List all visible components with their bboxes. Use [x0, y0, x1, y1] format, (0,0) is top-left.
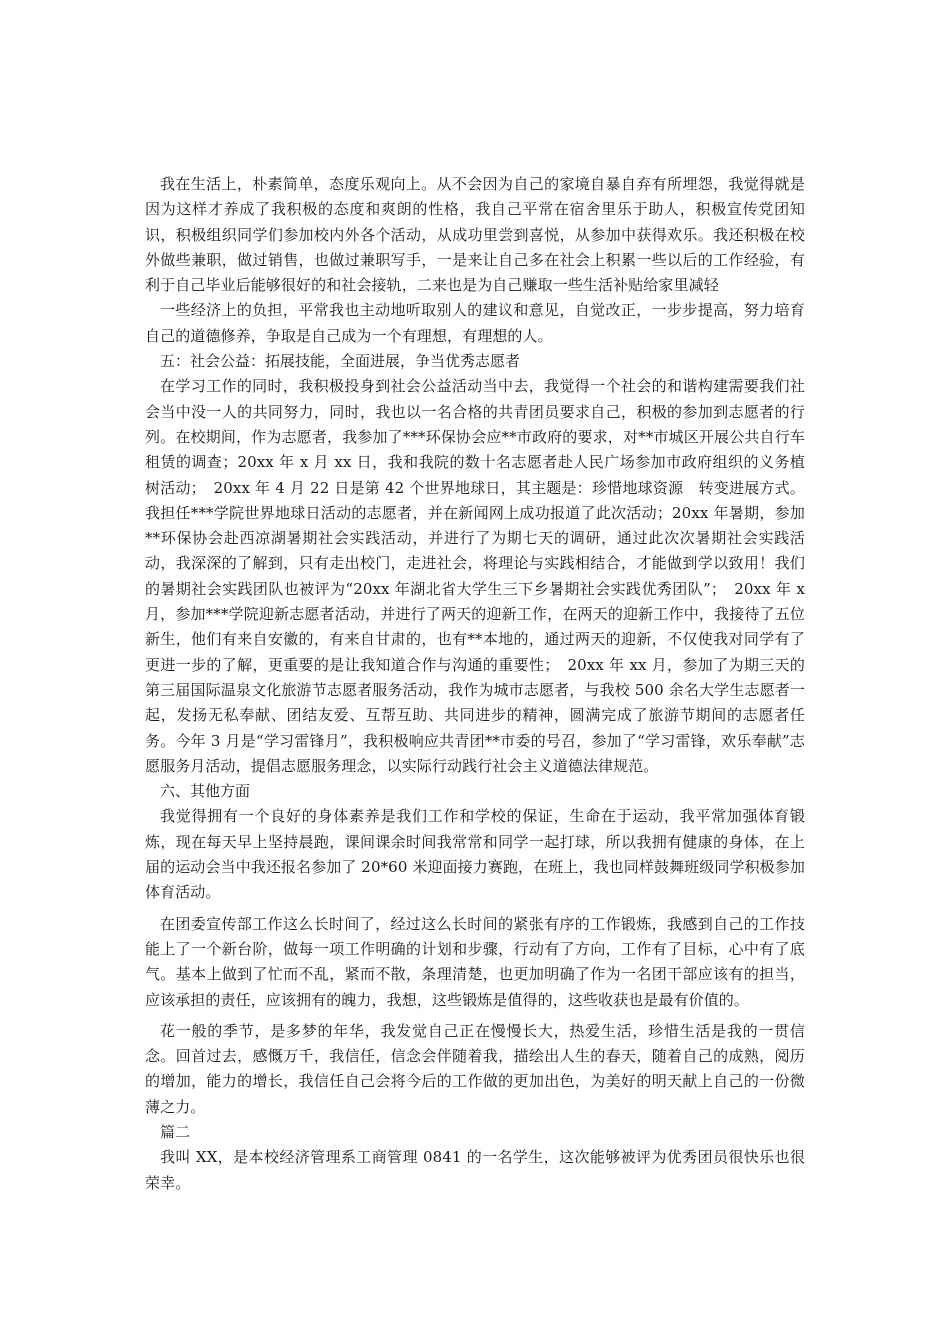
- paragraph-sports: 我觉得拥有一个良好的身体素养是我们工作和学校的保证，生命在于运动，我平常加强体育锻炼，现在每天早上坚持晨跑，课间课余时间我常常和同学一起打球，所以我拥有健康的身体，在上届的运动会当中我还报名参加了 20*60 米迎面接力赛跑，在班上，我也同样鼓舞班级同学积极参加体育活动。: [145, 807, 805, 902]
- document-body: [145, 172, 805, 1196]
- section-heading-public-welfare: 五：社会公益：拓展技能，全面进展，争当优秀志愿者: [160, 352, 521, 371]
- paragraph-belief: 花一般的季节，是多梦的年华，我发觉自己正在慢慢长大，热爱生活，珍惜生活是我的一贯信念。回首过去，感慨万千，我信任，信念会伴随着我，描绘出人生的春天，随着自己的成熟，阅历的增加，能力的增长，我信任自己会将今后的工作做的更加出色，为美好的明天献上自己的一份微薄之力。: [145, 1021, 805, 1116]
- section-heading-part-two: 篇二: [160, 1122, 191, 1141]
- section-heading-other: 六、其他方面: [160, 782, 251, 801]
- paragraph-life: 我在生活上，朴素简单，态度乐观向上。从不会因为自己的家境自暴自弃有所埋怨，我觉得就是因为这样才养成了我积极的态度和爽朗的性格，我自己平常在宿舍里乐于助人，积极宣传党团知识，积极组织同学们参加校内外各个活动，从成功里尝到喜悦，从参加中获得欢乐。我还积极在校外做些兼职，做过销售，也做过兼职写手，一是来让自己多在社会上积累一些以后的工作经验，有利于自己毕业后能够很好的和社会接轨，二来也是为自己赚取一些生活补贴给家里减轻: [145, 175, 805, 295]
- paragraph-intro: 我叫 XX，是本校经济管理系工商管理 0841 的一名学生，这次能够被评为优秀团员很快乐也很荣幸。: [145, 1148, 805, 1192]
- paragraph-volunteer: 在学习工作的同时，我积极投身到社会公益活动当中去，我觉得一个社会的和谐构建需要我们社会当中没一人的共同努力，同时，我也以一名合格的共青团员要求自己，积极的参加到志愿者的行列。在校期间，作为志愿者，我参加了***环保协会应**市政府的要求，对**市城区开展公共自行车租赁的调查；20xx 年 x 月 xx 日，我和我院的数十名志愿者赴人民广场参加市政府组织的义务植树活动； 20xx 年 4 月 22 日是第 42 个世界地球日，其主题是：珍惜地球资源 转变进展方式。我担任***学院世界地球日活动的志愿者，并在新闻网上成功报道了此次活动；20xx 年暑期，参加**环保协会赴西凉湖暑期社会实践活动，并进行了为期七天的调研，通过此次次暑期社会实践活动，我深深的了解到，只有走出校门，走进社会，将理论与实践相结合，才能做到学以致用！我们的暑期社会实践团队也被评为“20xx 年湖北省大学生三下乡暑期社会实践优秀团队”； 20xx 年 x 月，参加***学院迎新志愿者活动，并进行了两天的迎新工作，在两天的迎新工作中，我接待了五位新生，他们有来自安徽的，有来自甘肃的，也有**本地的，通过两天的迎新，不仅使我对同学有了更进一步的了解，更重要的是让我知道合作与沟通的重要性； 20xx 年 xx 月，参加了为期三天的第三届国际温泉文化旅游节志愿者服务活动，我作为城市志愿者，与我校 500 余名大学生志愿者一起，发扬无私奉献、团结友爱、互帮互助、共同进步的精神，圆满完成了旅游节期间的志愿者任务。今年 3 月是“学习雷锋月”，我积极响应共青团**市委的号召，参加了“学习雷锋，欢乐奉献”志愿服务月活动，提倡志愿服务理念，以实际行动践行社会主义道德法律规范。: [145, 377, 805, 775]
- paragraph-work: 在团委宣传部工作这么长时间了，经过这么长时间的紧张有序的工作锻炼，我感到自己的工作技能上了一个新台阶，做每一项工作明确的计划和步骤，行动有了方向，工作有了目标，心中有了底气。基本上做到了忙而不乱，紧而不散，条理清楚，也更加明确了作为一名团干部应该有的担当，应该承担的责任，应该拥有的魄力，我想，这些锻炼是值得的，这些收获也是最有价值的。: [145, 914, 805, 1009]
- paragraph-burden: 一些经济上的负担，平常我也主动地听取别人的建议和意见，自觉改正，一步步提高，努力培育自己的道德修养，争取是自己成为一个有理想，有理想的人。: [145, 301, 805, 345]
